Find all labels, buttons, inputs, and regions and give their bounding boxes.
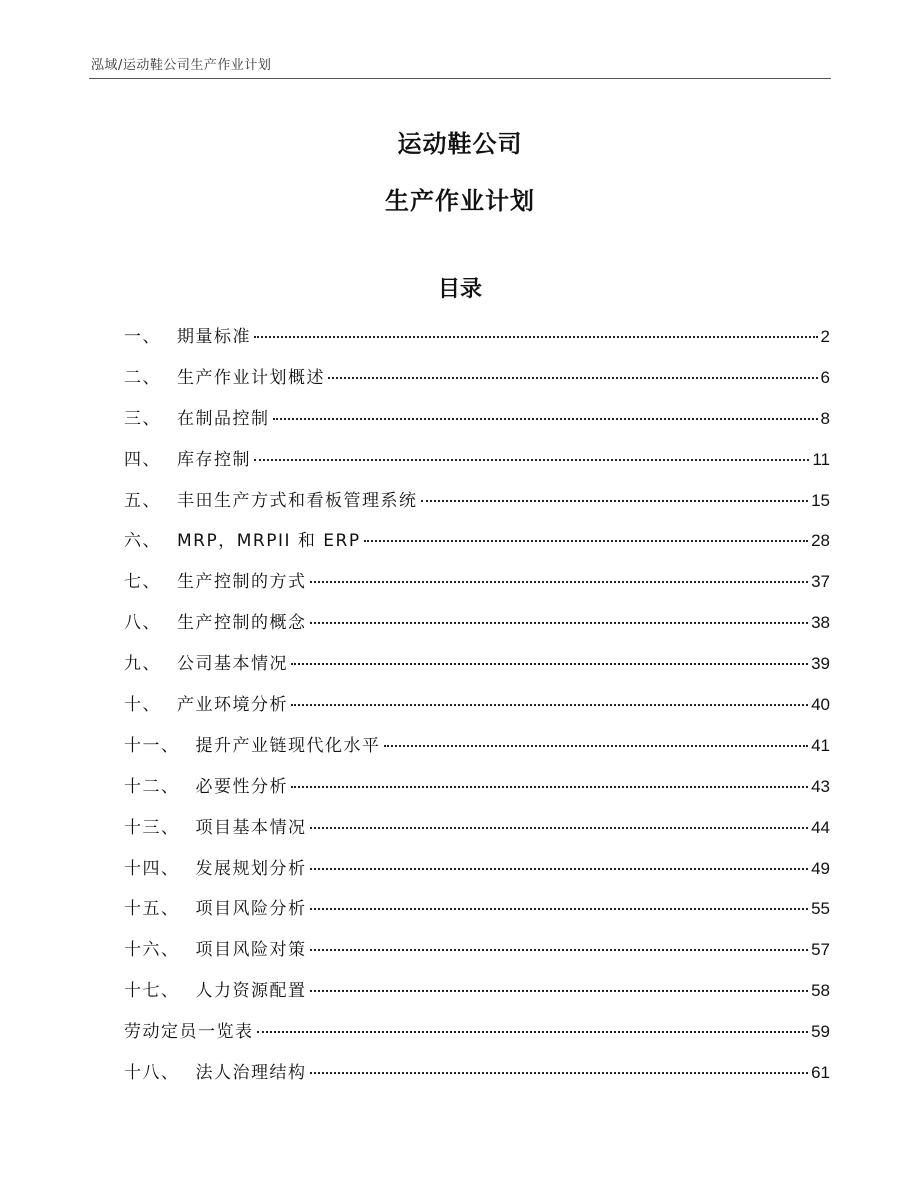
toc-entry[interactable] — [124, 773, 830, 814]
table-of-contents — [124, 323, 830, 1100]
toc-entry[interactable] — [124, 323, 830, 364]
toc-entry-label — [124, 446, 251, 474]
toc-entry-label — [124, 527, 361, 555]
toc-entry-number: 五、 — [124, 490, 161, 511]
toc-entry-number: 十二、 — [124, 776, 180, 797]
toc-dot-leader — [328, 377, 818, 379]
toc-entry-page: 41 — [811, 735, 830, 755]
toc-entry-title: 项目风险分析 — [195, 899, 307, 920]
toc-entry-label — [124, 936, 307, 964]
toc-entry[interactable] — [124, 650, 830, 691]
toc-entry-label — [124, 691, 288, 719]
toc-dot-leader — [291, 786, 808, 788]
toc-entry-label — [124, 650, 288, 678]
toc-entry-page: 8 — [820, 408, 830, 428]
document-title-company: 运动鞋公司 — [397, 130, 523, 158]
toc-entry[interactable] — [124, 609, 830, 650]
toc-entry[interactable] — [124, 855, 830, 896]
toc-dot-leader — [273, 418, 818, 420]
toc-entry-number: 十七、 — [124, 981, 180, 1002]
toc-entry-label — [124, 732, 381, 760]
toc-dot-leader — [254, 459, 809, 461]
toc-entry-title: 库存控制 — [177, 449, 251, 470]
toc-dot-leader — [257, 1031, 809, 1033]
toc-entry-title: 在制品控制 — [177, 408, 270, 429]
toc-entry[interactable] — [124, 527, 830, 568]
toc-entry-number: 十三、 — [124, 817, 180, 838]
toc-entry-title: 劳动定员一览表 — [124, 1022, 254, 1043]
toc-entry-page: 15 — [811, 490, 830, 510]
toc-entry-page: 11 — [812, 449, 830, 469]
toc-entry-label — [124, 405, 270, 433]
toc-entry[interactable] — [124, 446, 830, 487]
toc-entry-label — [124, 855, 307, 883]
toc-dot-leader — [384, 745, 809, 747]
toc-dot-leader — [310, 868, 809, 870]
toc-entry-label — [124, 977, 307, 1005]
toc-dot-leader — [421, 500, 809, 502]
toc-entry-title: 期量标准 — [177, 327, 251, 347]
toc-entry-title: 生产作业计划概述 — [177, 367, 325, 388]
toc-dot-leader — [310, 827, 809, 829]
toc-entry-title: 必要性分析 — [195, 776, 288, 797]
running-header: 泓域/运动鞋公司生产作业计划 — [91, 58, 272, 73]
toc-dot-leader — [291, 704, 808, 706]
toc-entry-title: 项目基本情况 — [195, 817, 307, 838]
toc-entry[interactable] — [124, 405, 830, 446]
toc-dot-leader — [364, 540, 808, 542]
toc-entry-page: 40 — [811, 695, 830, 715]
document-title-plan: 生产作业计划 — [385, 187, 535, 215]
toc-entry-title: 生产控制的概念 — [177, 613, 307, 634]
toc-entry-title: 丰田生产方式和看板管理系统 — [177, 490, 418, 511]
toc-entry-label — [124, 814, 307, 842]
toc-dot-leader — [291, 663, 808, 665]
toc-dot-leader — [310, 949, 809, 951]
toc-entry-title: 生产控制的方式 — [177, 572, 307, 593]
toc-entry[interactable] — [124, 977, 830, 1018]
toc-entry-number: 一、 — [124, 327, 161, 347]
toc-entry-label — [124, 1018, 254, 1046]
toc-dot-leader — [310, 581, 809, 583]
toc-entry-number: 六、 — [124, 531, 161, 552]
toc-dot-leader — [254, 336, 818, 338]
toc-entry-number: 二、 — [124, 367, 161, 388]
toc-entry-number: 十四、 — [124, 858, 180, 879]
toc-heading: 目录 — [437, 277, 482, 302]
toc-entry-title: 人力资源配置 — [195, 981, 307, 1002]
toc-entry[interactable] — [124, 691, 830, 732]
toc-entry-page: 44 — [811, 817, 830, 837]
toc-entry[interactable] — [124, 814, 830, 855]
toc-entry-label — [124, 568, 307, 596]
toc-entry-number: 七、 — [124, 572, 161, 593]
toc-entry-label — [124, 487, 418, 515]
toc-dot-leader — [310, 990, 809, 992]
toc-entry-title: 提升产业链现代化水平 — [195, 735, 381, 756]
toc-entry-title: 产业环境分析 — [177, 695, 288, 716]
toc-entry-number: 十五、 — [124, 899, 180, 920]
toc-dot-leader — [310, 1072, 809, 1074]
toc-entry[interactable] — [124, 568, 830, 609]
toc-entry-page: 39 — [811, 654, 830, 674]
toc-entry-number: 九、 — [124, 654, 161, 675]
toc-entry[interactable] — [124, 364, 830, 405]
toc-entry-label — [124, 1059, 307, 1087]
toc-entry-number: 十六、 — [124, 940, 180, 961]
toc-dot-leader — [310, 622, 809, 624]
toc-entry-page: 58 — [811, 981, 830, 1001]
toc-entry[interactable] — [124, 732, 830, 773]
toc-entry[interactable] — [124, 1018, 830, 1059]
toc-entry-label — [124, 364, 325, 392]
toc-entry-page: 28 — [811, 531, 830, 551]
toc-entry[interactable] — [124, 1059, 830, 1100]
toc-entry-number: 三、 — [124, 408, 161, 429]
toc-dot-leader — [310, 908, 809, 910]
toc-entry-page: 55 — [811, 899, 830, 919]
toc-entry-title: 法人治理结构 — [195, 1063, 307, 1084]
toc-entry-page: 49 — [811, 858, 830, 878]
toc-entry-page: 6 — [820, 367, 830, 387]
toc-entry-page: 57 — [811, 940, 830, 960]
toc-entry-title: 发展规划分析 — [195, 858, 307, 879]
toc-entry-number: 十八、 — [124, 1063, 180, 1084]
toc-entry-page: 37 — [811, 572, 830, 592]
header-divider — [89, 78, 831, 79]
toc-entry[interactable] — [124, 895, 830, 936]
toc-entry-label — [124, 609, 307, 637]
toc-entry-number: 八、 — [124, 613, 161, 634]
toc-entry-title: 项目风险对策 — [195, 940, 307, 961]
toc-entry-page: 2 — [820, 327, 830, 346]
toc-entry-label — [124, 773, 288, 801]
toc-entry-page: 59 — [811, 1022, 830, 1042]
toc-entry-page: 61 — [811, 1063, 830, 1083]
toc-entry-number: 四、 — [124, 449, 161, 470]
toc-entry-title: MRP，MRPII 和 ERP — [177, 531, 361, 552]
toc-entry-page: 38 — [811, 613, 830, 633]
toc-entry-number: 十、 — [124, 695, 161, 716]
toc-entry-title: 公司基本情况 — [177, 654, 288, 675]
toc-entry-number: 十一、 — [124, 735, 180, 756]
toc-entry[interactable] — [124, 487, 830, 528]
toc-entry[interactable] — [124, 936, 830, 977]
toc-entry-page: 43 — [811, 776, 830, 796]
toc-entry-label — [124, 895, 307, 923]
toc-entry-label — [124, 323, 251, 351]
